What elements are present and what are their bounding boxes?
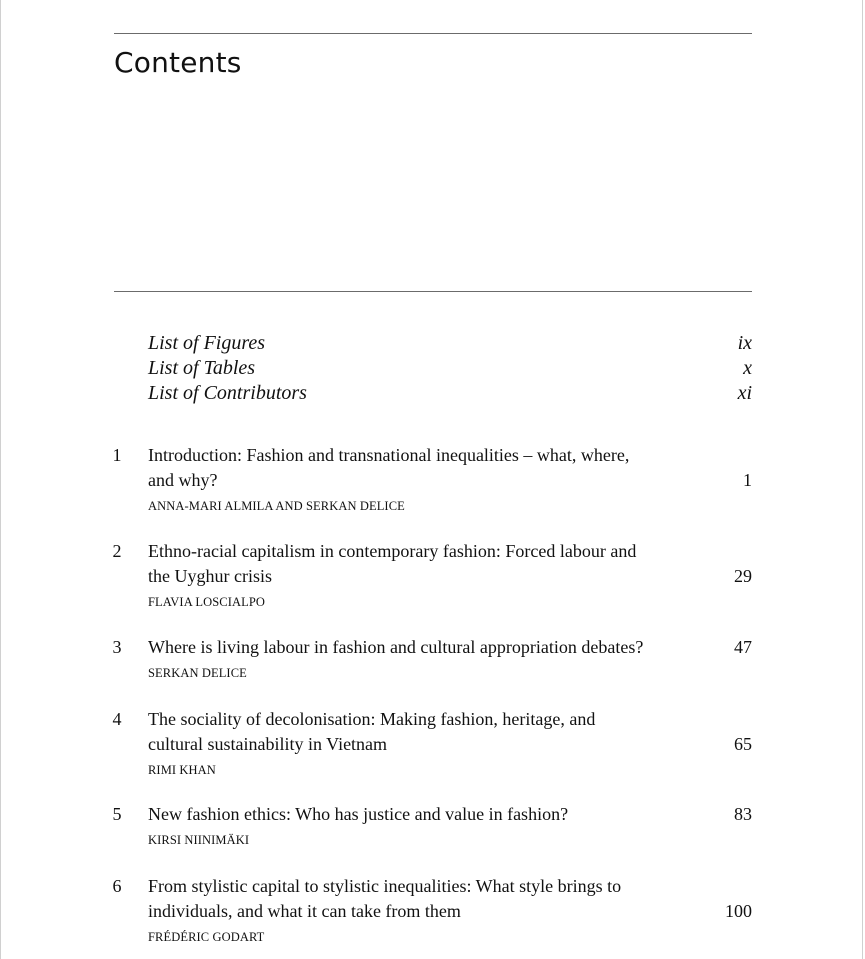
chapter-page: 100 — [725, 901, 752, 921]
front-matter-item — [148, 331, 752, 356]
chapter-page: 83 — [734, 804, 752, 824]
chapter-title — [148, 539, 693, 589]
page-title: Contents — [114, 46, 242, 79]
chapter-author: FRÉDÉRIC GODART — [148, 930, 265, 944]
front-matter-item — [148, 381, 752, 406]
chapter-title-line: From stylistic capital to stylistic inequalities: What style brings to — [148, 876, 622, 896]
chapter-title-line: New fashion ethics: Who has justice and value in fashion? — [148, 804, 569, 824]
chapter-entry — [109, 874, 752, 945]
chapter-author: RIMI KHAN — [148, 763, 216, 777]
chapter-page: 65 — [734, 734, 752, 754]
chapter-number: 2 — [112, 541, 122, 561]
chapter-number: 3 — [112, 637, 122, 657]
front-matter-list — [148, 331, 752, 406]
chapter-title-line: individuals, and what it can take from them — [148, 901, 461, 921]
top-rule — [114, 33, 752, 34]
front-matter-page: x — [743, 357, 752, 379]
chapter-title — [148, 802, 693, 827]
chapter-page: 29 — [734, 566, 752, 586]
chapter-title — [148, 707, 693, 757]
front-matter-page: ix — [737, 332, 752, 354]
chapter-title — [148, 874, 693, 924]
chapter-title-line: Ethno-racial capitalism in contemporary fashion: Forced labour and — [148, 541, 637, 561]
chapter-page: 47 — [734, 637, 752, 657]
chapter-title-line: cultural sustainability in Vietnam — [148, 734, 388, 754]
chapter-entry — [109, 635, 752, 681]
chapter-entry — [109, 707, 752, 778]
chapter-entry — [109, 443, 752, 514]
chapter-number: 4 — [112, 709, 122, 729]
chapter-number: 1 — [112, 445, 122, 465]
chapter-title — [148, 443, 693, 493]
chapter-page: 1 — [743, 470, 752, 490]
chapter-number: 6 — [112, 876, 122, 896]
chapter-author: SERKAN DELICE — [148, 666, 247, 680]
front-matter-title: List of Tables — [148, 357, 256, 379]
section-rule — [114, 291, 752, 292]
chapter-author: ANNA-MARI ALMILA AND SERKAN DELICE — [148, 499, 405, 513]
front-matter-title: List of Contributors — [148, 382, 307, 404]
chapter-title-line: the Uyghur crisis — [148, 566, 272, 586]
chapter-number: 5 — [112, 804, 122, 824]
chapter-entry — [109, 539, 752, 610]
front-matter-item — [148, 356, 752, 381]
chapter-title-line: Where is living labour in fashion and cultural appropriation debates? — [148, 637, 644, 657]
chapter-author: KIRSI NIINIMÄKI — [148, 833, 250, 847]
chapter-title-line: Introduction: Fashion and transnational inequalities – what, where, — [148, 445, 630, 465]
chapter-title-line: The sociality of decolonisation: Making fashion, heritage, and — [148, 709, 596, 729]
front-matter-title: List of Figures — [148, 332, 266, 354]
chapter-title — [148, 635, 693, 660]
front-matter-page: xi — [737, 382, 752, 404]
chapter-title-line: and why? — [148, 470, 218, 490]
chapter-author: FLAVIA LOSCIALPO — [148, 595, 266, 609]
chapter-entry — [109, 802, 752, 848]
